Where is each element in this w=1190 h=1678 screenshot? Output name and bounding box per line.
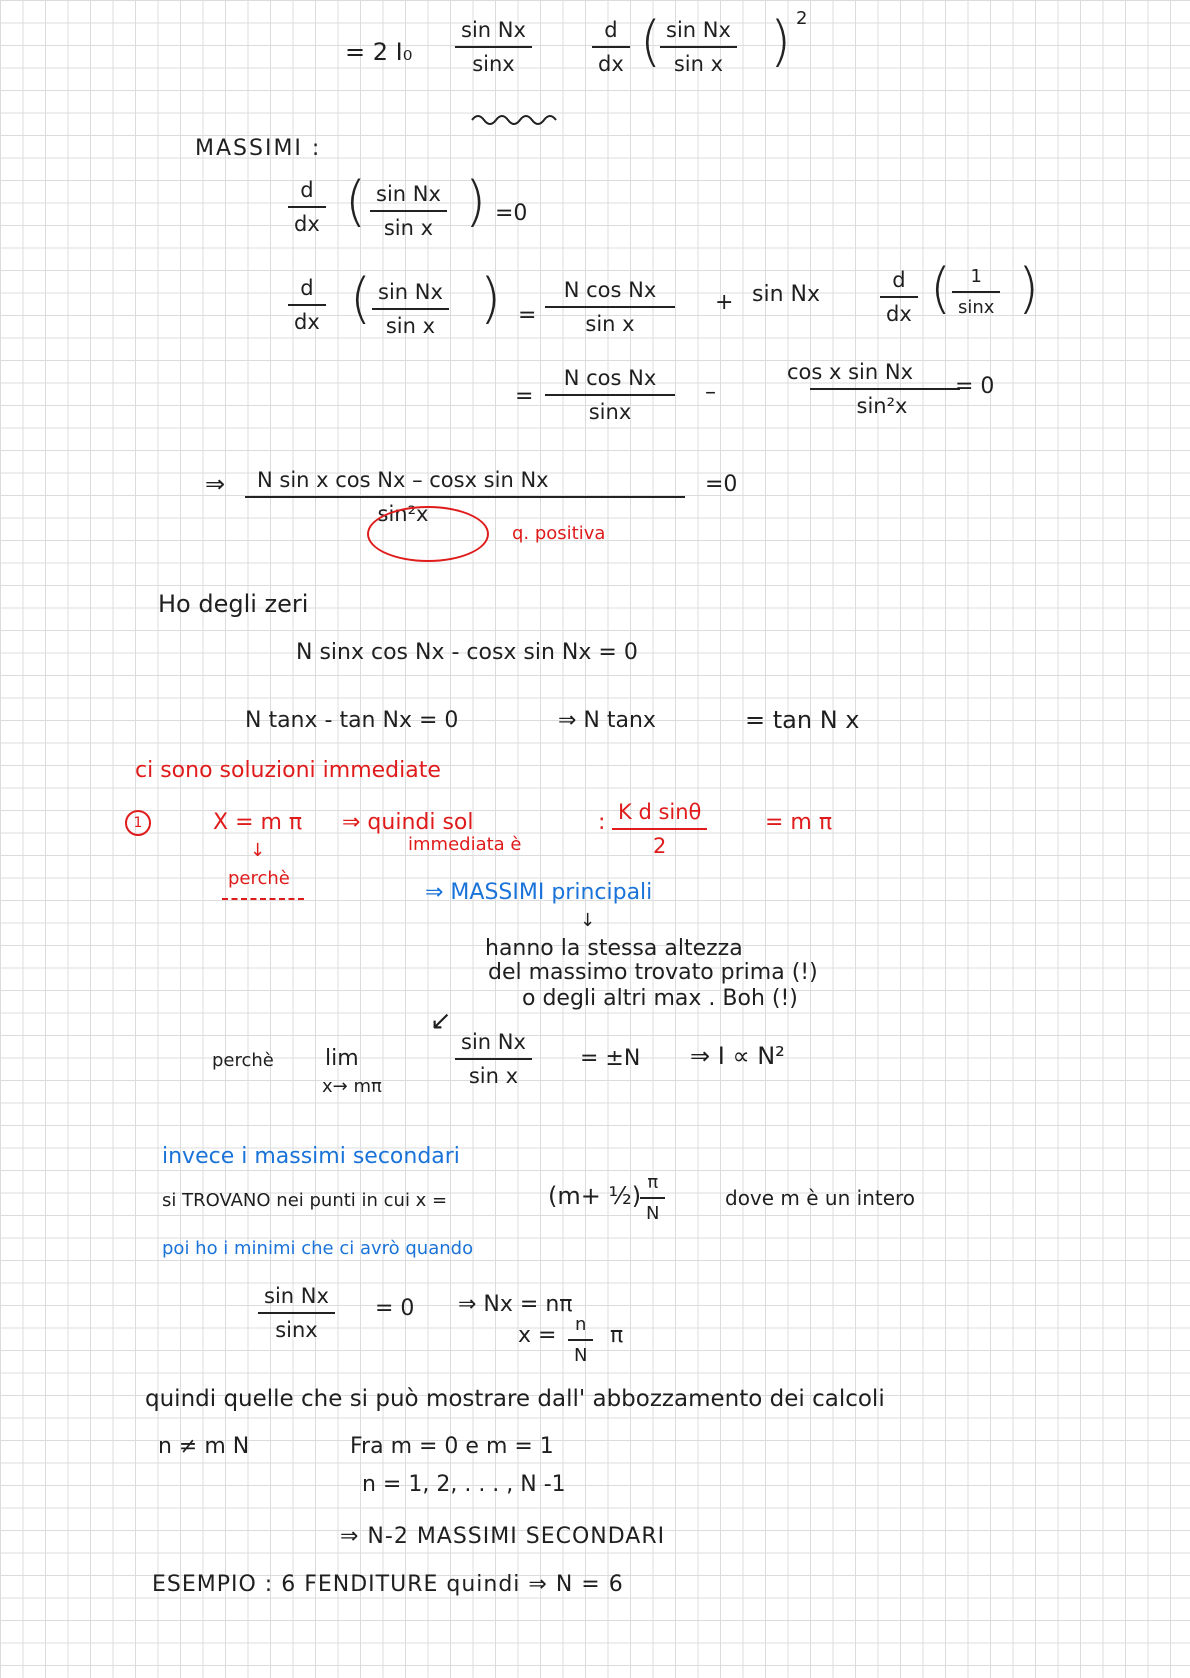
eq2-t1 [545, 278, 675, 336]
solution-number-circle [125, 810, 151, 836]
concl-esempio: ESEMPIO : 6 FENDITURE quindi ⇒ N = 6 [152, 1572, 624, 1597]
paren-close: ) [770, 10, 792, 73]
lim-den: sin x [468, 1064, 519, 1088]
eq2-inv-num: 1 [970, 266, 982, 287]
minimi-line: poi ho i minimi che ci avrò quando [162, 1238, 474, 1259]
eq2-dx: dx [294, 310, 320, 334]
zeri-eq1: N sinx cos Nx - cosx sin Nx = 0 [296, 640, 638, 665]
secondari-pi-num: π [647, 1172, 659, 1193]
eq2-d2: d [892, 268, 906, 292]
paren-open: ( [640, 10, 662, 73]
eq1-dx: dx [294, 212, 320, 236]
line1-d: d [604, 18, 618, 42]
solution-number: 1 [133, 815, 143, 831]
concl-cond: n ≠ m N [158, 1434, 250, 1459]
eq3-rhs: = 0 [955, 374, 995, 399]
secondari-dove: dove m è un intero [725, 1186, 916, 1210]
eq2-den: sin x [385, 314, 436, 338]
eq3-minus: – [705, 380, 716, 405]
eq1-rhs: =0 [495, 201, 528, 226]
lim-num: sin Nx [461, 1030, 526, 1054]
sol-immediata: immediata è [408, 834, 522, 855]
minimi-res2-frac [568, 1314, 593, 1366]
zeri-eq2-left: N tanx - tan Nx = 0 [245, 708, 459, 733]
curved-arrow: ↙ [430, 1006, 452, 1036]
line1-frac1-num: sin Nx [461, 18, 526, 42]
line1-frac2-den: sin x [673, 52, 724, 76]
eq2-inv [952, 266, 1000, 318]
eq3-t1 [545, 366, 675, 424]
soluzioni-heading: ci sono soluzioni immediate [135, 758, 441, 783]
line1-prefix: = 2 I₀ [345, 38, 413, 66]
eq2-t1-num: N cos Nx [563, 278, 657, 302]
sol-principali: ⇒ MASSIMI principali [425, 880, 653, 905]
concl-line1: quindi quelle che si può mostrare dall' abbozzamento dei calcoli [145, 1386, 885, 1412]
concl-result: ⇒ N-2 MASSIMI SECONDARI [340, 1524, 666, 1549]
line1-deriv [592, 18, 630, 76]
line1-dx: dx [598, 52, 624, 76]
lim-frac [455, 1030, 532, 1088]
eq2-inv-den: sinx [958, 297, 995, 318]
sol-frac [612, 800, 707, 858]
secondari-heading: invece i massimi secondari [162, 1144, 460, 1169]
eq4-den: sin²x [377, 502, 429, 526]
sol-perche: perchè [228, 868, 290, 889]
concl-range: n = 1, 2, . . . , N -1 [362, 1472, 566, 1497]
minimi-res2-num: n [575, 1314, 587, 1335]
zeri-eq2-arrow: ⇒ N tanx [558, 708, 656, 733]
zeri-heading: Ho degli zeri [158, 590, 309, 618]
eq2-t1-den: sin x [585, 312, 635, 336]
eq2-paren-close: ) [480, 267, 502, 330]
eq2-frac [372, 280, 449, 338]
line1-exp: 2 [796, 8, 808, 29]
eq2-t2: sin Nx [752, 282, 820, 307]
eq1-paren-open: ( [345, 170, 367, 233]
line1-frac2 [660, 18, 737, 76]
eq2-paren2-close: ) [1018, 257, 1040, 320]
eq2-eq: = [518, 303, 537, 328]
line1-frac1 [455, 18, 532, 76]
sol-frac-den: 2 [653, 834, 667, 858]
eq1-deriv [288, 178, 326, 236]
minimi-den: sinx [275, 1318, 318, 1342]
minimi-res2-den: N [574, 1345, 588, 1366]
perche2: perchè [212, 1050, 274, 1071]
minimi-eq: = 0 [375, 1296, 415, 1321]
note3: o degli altri max . Boh (!) [522, 986, 798, 1011]
lim-sub: x→ mπ [322, 1076, 382, 1097]
eq2-paren-open: ( [350, 267, 372, 330]
note1: hanno la stessa altezza [485, 936, 743, 961]
eq3-t2 [740, 360, 960, 418]
minimi-res2-l: x = [518, 1323, 557, 1348]
principali-down-arrow: ↓ [580, 910, 596, 931]
concl-fra: Fra m = 0 e m = 1 [350, 1434, 554, 1459]
lim-res: ⇒ I ∝ N² [690, 1042, 785, 1070]
lim-rhs: = ±N [580, 1046, 641, 1071]
eq3-t2-num: cos x sin Nx [786, 360, 913, 384]
zeri-eq2-right: = tan N x [745, 706, 860, 734]
eq1-frac [370, 182, 447, 240]
eq2-deriv2 [880, 268, 918, 326]
sol-down-arrow: ↓ [250, 840, 266, 861]
eq1-d: d [300, 178, 314, 202]
minimi-res1: ⇒ Nx = nπ [458, 1292, 573, 1317]
secondari-pi-den: N [646, 1203, 660, 1224]
eq1-den: sin x [383, 216, 434, 240]
eq2-deriv [288, 276, 326, 334]
eq2-paren2-open: ( [930, 257, 952, 320]
sol-eq-rhs: = m π [765, 810, 833, 835]
massimi-heading: MASSIMI : [195, 136, 322, 161]
secondari-bracket: (m+ ½) [548, 1182, 642, 1210]
underline-squiggle [470, 112, 560, 128]
sol-frac-num: K d sinθ [618, 800, 702, 824]
eq2-num: sin Nx [378, 280, 443, 304]
highlight-oval [367, 506, 489, 562]
sol-x-eq: X = m π [213, 810, 303, 835]
eq3-eq: = [515, 384, 534, 409]
line1-frac2-num: sin Nx [666, 18, 731, 42]
eq1-num: sin Nx [376, 182, 441, 206]
minimi-frac [258, 1284, 335, 1342]
eq4-arrow: ⇒ [205, 470, 226, 498]
eq3-t2-den: sin²x [856, 394, 908, 418]
secondari-pi-frac [640, 1172, 665, 1224]
eq2-dx2: dx [886, 302, 912, 326]
eq3-t1-den: sinx [588, 400, 632, 424]
sol-quindi: ⇒ quindi sol [342, 810, 474, 835]
eq4-note: q. positiva [512, 523, 606, 544]
eq3-t1-num: N cos Nx [563, 366, 657, 390]
perche-dash-underline [222, 898, 304, 900]
eq1-paren-close: ) [465, 170, 487, 233]
minimi-num: sin Nx [264, 1284, 329, 1308]
eq4-rhs: =0 [705, 472, 738, 497]
minimi-res2-r: π [610, 1323, 624, 1348]
secondari-line: si TROVANO nei punti in cui x = [162, 1190, 448, 1211]
eq2-plus: + [715, 290, 734, 315]
sol-colon: : [598, 810, 606, 835]
lim-label: lim [325, 1046, 359, 1071]
eq4-num: N sin x cos Nx – cosx sin Nx [257, 468, 549, 492]
eq2-d: d [300, 276, 314, 300]
note2: del massimo trovato prima (!) [488, 960, 818, 985]
line1-frac1-den: sinx [472, 52, 515, 76]
